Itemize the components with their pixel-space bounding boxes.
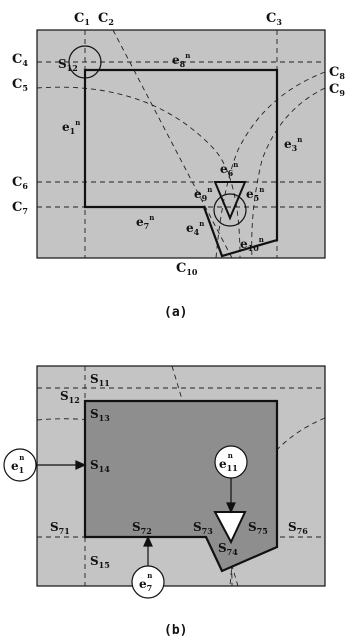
label-s72: $S_{72}$ [132, 520, 152, 536]
label-s73: $S_{73}$ [193, 520, 213, 536]
label-c6: $C_6$ [12, 175, 28, 191]
label-c1: $C_1$ [74, 11, 90, 27]
label-s71: $S_{71}$ [50, 520, 70, 536]
label-s14: $S_{14}$ [90, 458, 110, 474]
caption-b: (b) [164, 623, 188, 638]
label-ce7: $e_7n$ [139, 571, 153, 593]
label-e4: $e_4^n$ [186, 219, 205, 237]
panel-b [4, 366, 325, 638]
label-c4: $C_4$ [12, 52, 28, 68]
label-e6: $e_6^n$ [220, 160, 239, 178]
label-s11: $S_{11}$ [90, 372, 110, 388]
label-c3: $C_3$ [266, 11, 282, 27]
label-c7: $C_7$ [12, 200, 28, 216]
caption-a: (a) [164, 305, 188, 320]
label-e3: $e_3^n$ [284, 135, 303, 153]
label-c2: $C_2$ [98, 11, 114, 27]
label-c10: $C_{10}$ [176, 261, 198, 277]
label-c9: $C_9$ [329, 82, 345, 98]
label-e7: $e_7^n$ [136, 213, 155, 231]
label-s75: $S_{75}$ [248, 520, 268, 536]
label-s76: $S_{76}$ [288, 520, 308, 536]
label-e5: $e_5^n$ [246, 185, 265, 203]
label-s74: $S_{74}$ [218, 541, 238, 557]
label-s15: $S_{15}$ [90, 554, 110, 570]
label-s12-b: $S_{12}$ [60, 389, 80, 405]
label-e9: $e_9^n$ [194, 185, 213, 203]
panel-a [12, 11, 345, 320]
label-c8: $C_8$ [329, 65, 345, 81]
label-e1: $e_1^n$ [62, 118, 81, 136]
label-ce11: $e_{11}n$ [219, 451, 238, 473]
label-c5: $C_5$ [12, 77, 28, 93]
label-s13: $S_{13}$ [90, 407, 110, 423]
label-ce1: $e_1n$ [11, 453, 25, 475]
label-s12-a: $S_{12}$ [58, 57, 78, 73]
label-e10: $e_{10}^n$ [240, 235, 264, 253]
label-e8: $e_8^n$ [172, 51, 191, 69]
